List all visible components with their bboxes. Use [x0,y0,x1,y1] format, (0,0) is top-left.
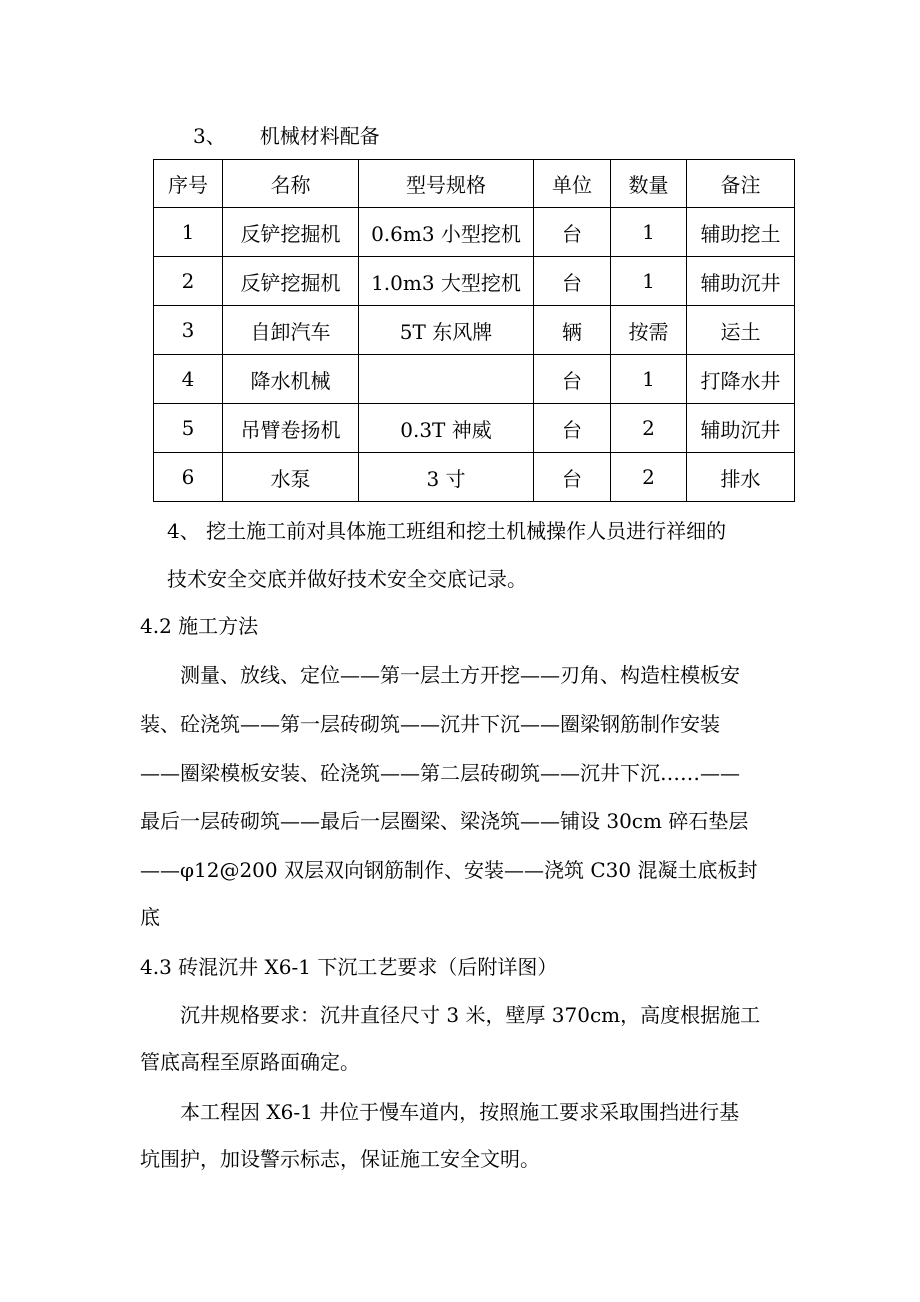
requirement-text-line: 坑围护，加设警示标志，保证施工安全文明。 [140,1147,540,1171]
header-quantity: 数量 [611,160,687,208]
section-3-title: 机械材料配备 [259,124,380,148]
cell-model: 1.0m3 大型挖机 [359,257,534,306]
cell-serial: 6 [154,453,223,502]
table-row [154,355,795,404]
section-4-2-heading: 4.2 施工方法 [140,614,259,638]
cell-unit: 台 [534,208,611,257]
cell-unit: 台 [534,355,611,404]
cell-quantity: 1 [611,257,687,306]
cell-remark: 辅助沉井 [687,257,795,306]
header-model: 型号规格 [359,160,534,208]
header-name: 名称 [223,160,359,208]
cell-remark: 运土 [687,306,795,355]
equipment-table [153,159,795,502]
cell-unit: 台 [534,257,611,306]
cell-name: 吊臂卷扬机 [223,404,359,453]
cell-name: 降水机械 [223,355,359,404]
cell-remark: 辅助沉井 [687,404,795,453]
method-text-line: 最后一层砖砌筑——最后一层圈梁、梁浇筑——铺设 30cm 碎石垫层 [140,809,749,833]
header-remark: 备注 [687,160,795,208]
cell-unit: 台 [534,453,611,502]
requirement-text-line: 管底高程至原路面确定。 [140,1050,360,1074]
cell-quantity: 1 [611,355,687,404]
method-text-line: ——圈梁模板安装、砼浇筑——第二层砖砌筑——沉井下沉……—— [140,761,740,785]
header-serial: 序号 [154,160,223,208]
cell-model: 5T 东风牌 [359,306,534,355]
cell-name: 反铲挖掘机 [223,257,359,306]
requirement-text-line: 本工程因 X6-1 井位于慢车道内，按照施工要求采取围挡进行基 [180,1100,740,1124]
cell-quantity: 1 [611,208,687,257]
cell-quantity: 2 [611,404,687,453]
cell-quantity: 2 [611,453,687,502]
cell-unit: 辆 [534,306,611,355]
requirement-text-line: 沉井规格要求：沉井直径尺寸 3 米，壁厚 370cm，高度根据施工 [180,1003,761,1027]
table-header-row [154,160,795,208]
cell-model [359,355,534,404]
cell-model: 0.3T 神威 [359,404,534,453]
cell-serial: 3 [154,306,223,355]
table-row [154,257,795,306]
cell-remark: 排水 [687,453,795,502]
cell-serial: 2 [154,257,223,306]
header-unit: 单位 [534,160,611,208]
cell-serial: 5 [154,404,223,453]
table-row [154,453,795,502]
section-3-number: 3、 [193,124,226,148]
table-row [154,404,795,453]
paragraph-4-line: 技术安全交底并做好技术安全交底记录。 [167,567,527,591]
cell-serial: 1 [154,208,223,257]
method-text-line: 装、砼浇筑——第一层砖砌筑——沉井下沉——圈梁钢筋制作安装 [140,712,720,736]
cell-unit: 台 [534,404,611,453]
table-row [154,306,795,355]
table-row [154,208,795,257]
cell-name: 水泵 [223,453,359,502]
cell-name: 反铲挖掘机 [223,208,359,257]
method-text-line: 底 [140,905,160,929]
section-3-heading [193,123,380,149]
cell-quantity: 按需 [611,306,687,355]
cell-model: 3 寸 [359,453,534,502]
cell-serial: 4 [154,355,223,404]
method-text-line: ——φ12@200 双层双向钢筋制作、安装——浇筑 C30 混凝土底板封 [140,858,758,882]
cell-name: 自卸汽车 [223,306,359,355]
method-text-line: 测量、放线、定位——第一层土方开挖——刃角、构造柱模板安 [180,663,740,687]
paragraph-4-line: 4、 挖土施工前对具体施工班组和挖土机械操作人员进行祥细的 [167,519,727,543]
cell-remark: 辅助挖土 [687,208,795,257]
section-4-3-heading: 4.3 砖混沉井 X6-1 下沉工艺要求（后附详图） [140,955,558,979]
cell-remark: 打降水井 [687,355,795,404]
cell-model: 0.6m3 小型挖机 [359,208,534,257]
